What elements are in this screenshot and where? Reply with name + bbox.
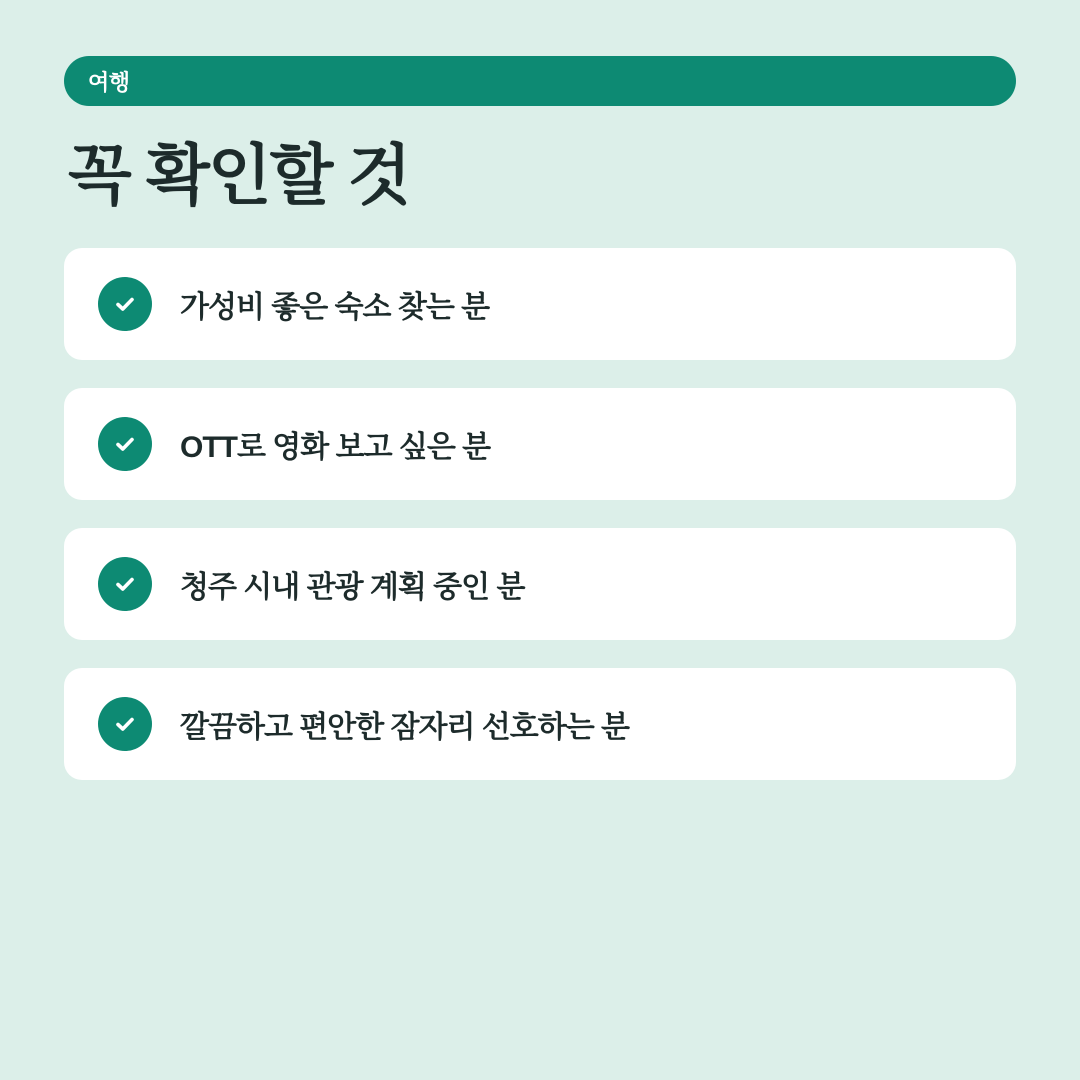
checklist (64, 248, 1016, 780)
list-item-label: 깔끔하고 편안한 잠자리 선호하는 분 (180, 710, 630, 744)
list-item (64, 388, 1016, 500)
check-icon (98, 277, 152, 331)
list-item-label: 가성비 좋은 숙소 찾는 분 (180, 290, 490, 324)
check-icon (98, 697, 152, 751)
page-title: 꼭 확인할 것 (68, 138, 410, 212)
list-item (64, 528, 1016, 640)
check-icon (98, 417, 152, 471)
category-badge (64, 56, 1016, 106)
list-item-label: OTT로 영화 보고 싶은 분 (180, 430, 491, 464)
list-item (64, 668, 1016, 780)
check-icon (98, 557, 152, 611)
category-label: 여행 (88, 69, 130, 95)
list-item (64, 248, 1016, 360)
list-item-label: 청주 시내 관광 계획 중인 분 (180, 570, 525, 604)
